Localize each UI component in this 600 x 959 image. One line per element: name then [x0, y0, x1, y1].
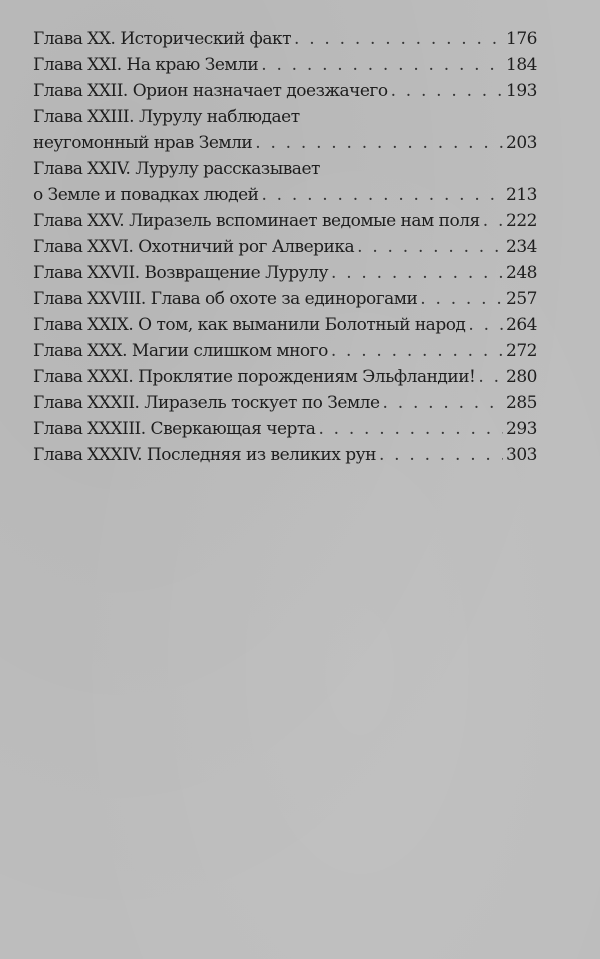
toc-entry-title: Глава XXVI. Охотничий рог Алверика — [33, 237, 355, 257]
toc-entry-page-number: 213 — [506, 185, 537, 205]
dot-leader — [261, 52, 503, 78]
toc-entry-title: Глава XXV. Лиразель вспоминает ведомые нам поля — [33, 211, 480, 231]
toc-entry-title: Глава XXXI. Проклятие порождениям Эльфландии! — [33, 367, 476, 387]
toc-entry-title: Глава XXXIV. Последняя из великих рун — [33, 445, 376, 465]
toc-entry-title: Глава XXI. На краю Земли — [33, 55, 259, 75]
toc-entry — [33, 156, 537, 208]
toc-entry — [33, 104, 537, 156]
dot-leader — [483, 208, 503, 234]
toc-entry-last-line — [33, 364, 537, 390]
toc-entry — [33, 442, 537, 468]
toc-entry-last-line — [33, 78, 537, 104]
dot-leader — [318, 416, 503, 442]
toc-entry-last-line — [33, 416, 537, 442]
toc-entry-page-number: 264 — [506, 315, 537, 335]
toc-entry-last-line — [33, 130, 537, 156]
toc-entry-page-number: 303 — [506, 445, 537, 465]
toc-entry-page-number: 280 — [506, 367, 537, 387]
toc-entry — [33, 364, 537, 390]
dot-leader — [383, 390, 504, 416]
toc-entry-title: Глава XXVII. Возвращение Лурулу — [33, 263, 328, 283]
toc-entry — [33, 234, 537, 260]
table-of-contents — [33, 26, 537, 468]
toc-entry-title: Глава XX. Исторический факт — [33, 29, 291, 49]
toc-entry-last-line — [33, 442, 537, 468]
toc-entry — [33, 416, 537, 442]
toc-entry-page-number: 193 — [506, 81, 537, 101]
dot-leader — [357, 234, 503, 260]
toc-entry-page-number: 257 — [506, 289, 537, 309]
toc-entry-page-number: 184 — [506, 55, 537, 75]
toc-entry-title: неугомонный нрав Земли — [33, 133, 253, 153]
toc-entry-title: Глава XXVIII. Глава об охоте за единорогами — [33, 289, 418, 309]
toc-entry-page-number: 222 — [506, 211, 537, 231]
toc-entry — [33, 260, 537, 286]
toc-entry-last-line — [33, 312, 537, 338]
toc-entry-last-line — [33, 234, 537, 260]
toc-entry-last-line — [33, 286, 537, 312]
toc-entry-page-number: 203 — [506, 133, 537, 153]
toc-entry-title: Глава XXX. Магии слишком много — [33, 341, 328, 361]
toc-entry-page-number: 293 — [506, 419, 537, 439]
dot-leader — [420, 286, 503, 312]
dot-leader — [294, 26, 503, 52]
toc-entry-page-number: 234 — [506, 237, 537, 257]
toc-entry-last-line — [33, 182, 537, 208]
toc-entry-title: Глава XXXIII. Сверкающая черта — [33, 419, 316, 439]
toc-entry — [33, 78, 537, 104]
toc-entry-page-number: 285 — [506, 393, 537, 413]
dot-leader — [468, 312, 503, 338]
toc-entry — [33, 338, 537, 364]
toc-entry-last-line — [33, 260, 537, 286]
toc-entry — [33, 286, 537, 312]
toc-entry — [33, 312, 537, 338]
dot-leader — [331, 260, 503, 286]
toc-entry-last-line — [33, 52, 537, 78]
dot-leader — [391, 78, 503, 104]
toc-entry — [33, 390, 537, 416]
toc-entry-page-number: 272 — [506, 341, 537, 361]
toc-entry-title-line: Глава XXIV. Лурулу рассказывает — [33, 159, 320, 179]
toc-entry-title: о Земле и повадках людей — [33, 185, 259, 205]
toc-entry-page-number: 248 — [506, 263, 537, 283]
toc-entry — [33, 26, 537, 52]
toc-entry-title: Глава XXXII. Лиразель тоскует по Земле — [33, 393, 380, 413]
dot-leader — [331, 338, 503, 364]
toc-entry — [33, 208, 537, 234]
dot-leader — [379, 442, 503, 468]
toc-entry-page-number: 176 — [506, 29, 537, 49]
toc-entry-last-line — [33, 208, 537, 234]
toc-entry-title: Глава XXII. Орион назначает доезжачего — [33, 81, 388, 101]
toc-entry-last-line — [33, 26, 537, 52]
toc-entry — [33, 52, 537, 78]
dot-leader — [478, 364, 503, 390]
dot-leader — [255, 130, 503, 156]
toc-entry-title: Глава XXIX. О том, как выманили Болотный народ — [33, 315, 466, 335]
toc-entry-last-line — [33, 390, 537, 416]
toc-entry-last-line — [33, 338, 537, 364]
dot-leader — [261, 182, 503, 208]
toc-entry-title-line: Глава XXIII. Лурулу наблюдает — [33, 107, 300, 127]
